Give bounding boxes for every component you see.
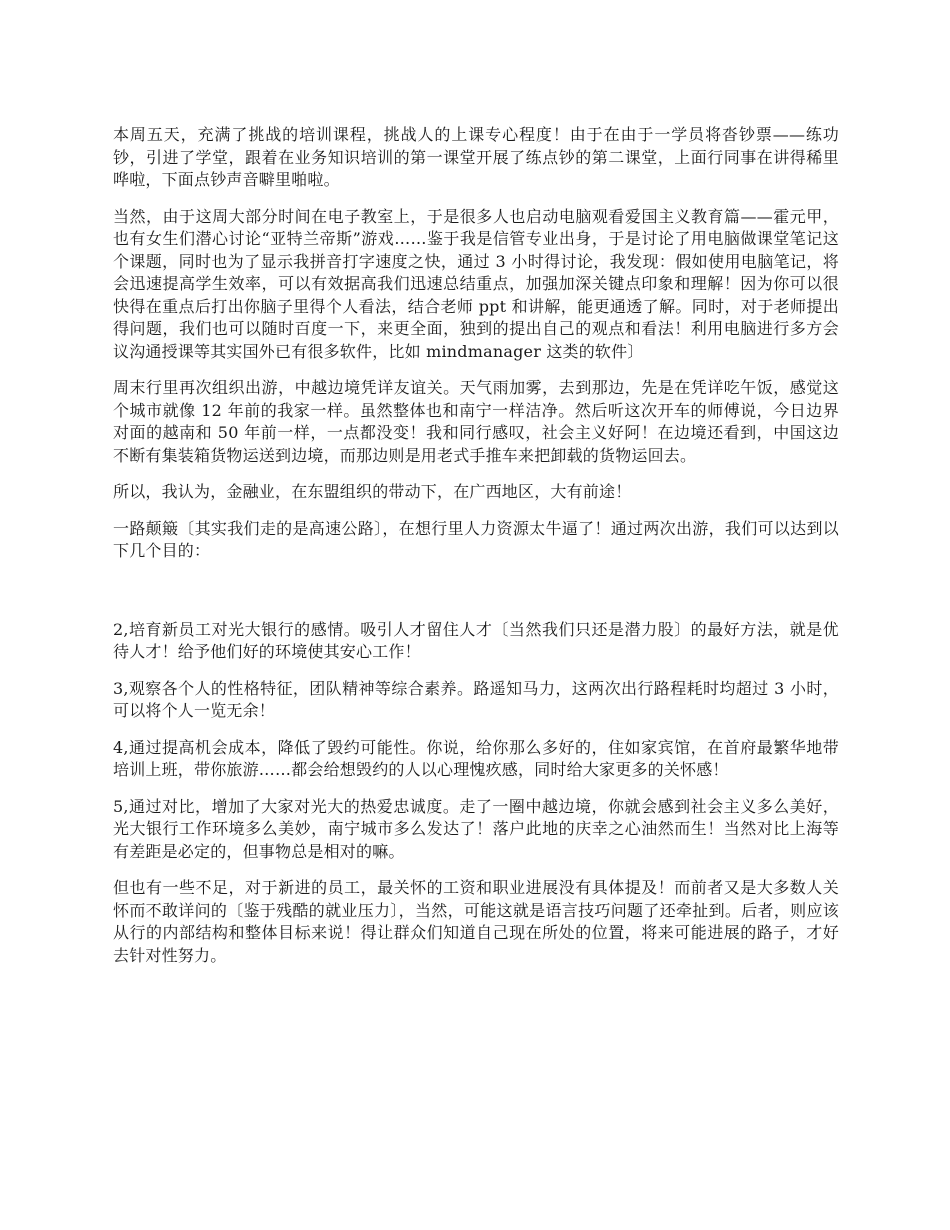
document-page <box>113 124 839 981</box>
paragraph-training-week: 本周五天，充满了挑战的培训课程，挑战人的上课专心程度！由于在由于一学员将沓钞票——练功钞，引进了学堂，跟着在业务知识培训的第一课堂开展了练点钞的第二课堂，上面行同事在讲得稀里哗啦，下面点钞声音噼里啪啦。 <box>113 125 839 189</box>
list-item-purpose-4: 4,通过提高机会成本，降低了毁约可能性。你说，给你那么多好的，住如家宾馆，在首府最繁华地带培训上班，带你旅游……都会给想毁约的人以心理愧疚感，同时给大家更多的关怀感！ <box>113 737 839 779</box>
list-item-purpose-2: 2,培育新员工对光大银行的感情。吸引人才留住人才〔当然我们只还是潜力股〕的最好方法，就是优待人才！给予他们好的环境使其安心工作！ <box>113 619 839 661</box>
list-item-purpose-5: 5,通过对比，增加了大家对光大的热爱忠诚度。走了一圈中越边境，你就会感到社会主义多么美好，光大银行工作环境多么美妙，南宁城市多么发达了！落户此地的庆幸之心油然而生！当然对比上海等有差距是必定的，但事物总是相对的嘛。 <box>113 796 839 861</box>
paragraph-shortcomings: 但也有一些不足，对于新进的员工，最关怀的工资和职业进展没有具体提及！而前者又是大多数人关怀而不敢详问的〔鉴于残酷的就业压力〕，当然，可能这就是语言技巧问题了还牵扯到。后者，则应该从行的内部结构和整体目标来说！得让群众们知道自己现在所处的位置，将来可能进展的路子，才好去针对性努力。 <box>113 878 839 965</box>
paragraph-finance-prospects: 所以，我认为，金融业，在东盟组织的带动下，在广西地区，大有前途！ <box>113 482 632 501</box>
blank-spacer <box>113 577 839 619</box>
paragraph-border-trip: 周末行里再次组织出游，中越边境凭详友谊关。天气雨加雾，去到那边，先是在凭详吃午饭，感觉这个城市就像 12 年前的我家一样。虽然整体也和南宁一样洁净。然后听这次开车的师傅说，今日边界对面的越南和 50 年前一样，一点都没变！我和同行感叹，社会主义好阿！在边境还看到，中国这边不断有集装箱货物运送到边境，而那边则是用老式手推车来把卸载的货物运回去。 <box>113 378 839 465</box>
list-item-purpose-3: 3,观察各个人的性格特征，团队精神等综合素养。路遥知马力，这两次出行路程耗时均超过 3 小时，可以将个人一览无余！ <box>113 678 839 720</box>
paragraph-computer-notes: 当然，由于这周大部分时间在电子教室上，于是很多人也启动电脑观看爱国主义教育篇——霍元甲，也有女生们潜心讨论“亚特兰帝斯”游戏……鉴于我是信管专业出身，于是讨论了用电脑做课堂笔记这个课题，同时也为了显示我拼音打字速度之快，通过 3 小时得讨论，我发现：假如使用电脑笔记，将会迅速提高学生效率，可以有效据高我们迅速总结重点，加强加深关键点印象和理解！因为你可以很快得在重点后打出你脑子里得个人看法，结合老师 ppt 和讲解，能更通透了解。同时，对于老师提出得问题，我们也可以随时百度一下，来更全面，独到的提出自己的观点和看法！利用电脑进行多方会议沟通授课等其实国外已有很多软件，比如 mindmanager 这类的软件〕 <box>113 206 839 361</box>
paragraph-trip-purposes-intro: 一路颠簸〔其实我们走的是高速公路〕，在想行里人力资源太牛逼了！通过两次出游，我们可以达到以下几个目的： <box>113 518 839 560</box>
